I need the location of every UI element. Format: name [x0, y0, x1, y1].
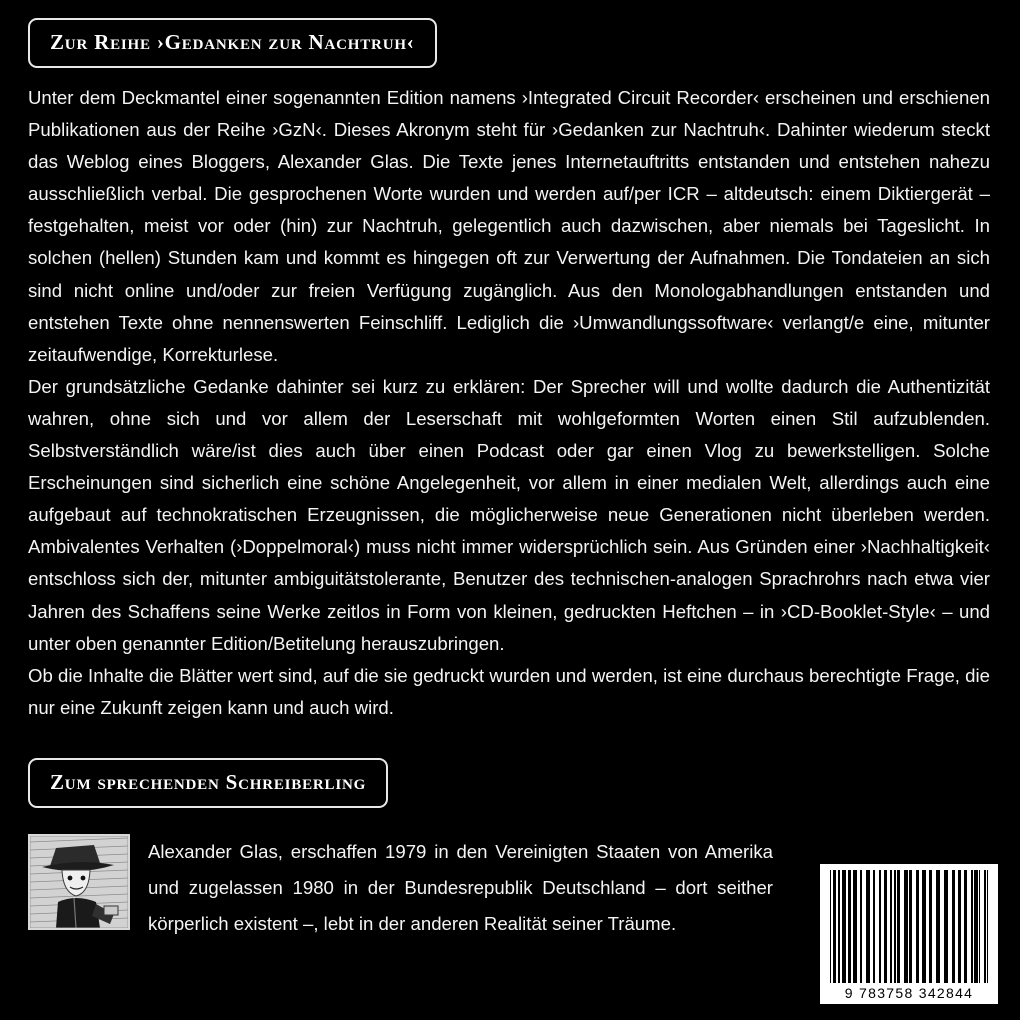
- author-portrait-icon: [28, 834, 130, 930]
- series-paragraph-1: Unter dem Deckmantel einer sogenannten Edition namens ›Integrated Circuit Recorder‹ erscheinen und erschienen Publikationen aus der Reihe ›GzN‹. Dieses Akronym steht für ›Gedanken zur Nachtruh‹. Dahinter wiederum steckt das Weblog eines Bloggers, Alexander Glas. Die Texte jenes Internetauftritts entstanden und entstehen nahezu ausschließlich verbal. Die gesprochenen Worte wurden und werden auf/per ICR – altdeutsch: einem Diktiergerät – festgehalten, meist vor oder (hin) zur Nachtruh, gelegentlich auch dazwischen, aber niemals bei Tageslicht. In solchen (hellen) Stunden kam und kommt es hingegen oft zur Verwertung der Aufnahmen. Die Tondateien an sich sind nicht online und/oder zur freien Verfügung zugänglich. Aus den Monologabhandlungen entstanden und entstehen Texte ohne nennenswerten Feinschliff. Lediglich die ›Umwandlungssoftware‹ verlangt/e eine, mitunter zeitaufwendige, Korrekturlese.: [28, 87, 990, 365]
- author-bio: [148, 834, 773, 942]
- author-bio-text: Alexander Glas, erschaffen 1979 in den Vereinigten Staaten von Amerika und zugelassen 1980 in der Bundesrepublik Deutschland – dort seither körperlich existent –, lebt in der anderen Realität seiner Träume.: [148, 840, 773, 934]
- author-heading-text: Zum sprechenden Schreiberling: [50, 769, 367, 794]
- author-heading-wrap: [28, 758, 990, 822]
- series-paragraph-3: Ob die Inhalte die Blätter wert sind, auf die sie gedruckt wurden und werden, ist eine durchaus berechtigte Frage, die nur eine Zukunft zeigen kann und auch wird.: [28, 664, 990, 718]
- barcode-number: 9 783758 342844: [844, 985, 974, 1001]
- author-heading-box: [28, 758, 388, 808]
- series-heading-box: [28, 18, 437, 68]
- series-heading-text: Zur Reihe ›Gedanken zur Nachtruh‹: [50, 30, 415, 54]
- series-body-text: [28, 82, 990, 724]
- barcode: [820, 864, 998, 1004]
- barcode-bars: [828, 870, 990, 983]
- series-paragraph-2: Der grundsätzliche Gedanke dahinter sei kurz zu erklären: Der Sprecher will und wollte dadurch die Authentizität wahren, ohne sich und vor allem der Leserschaft mit wohlgeformten Worten einen Stil aufzublenden. Selbstverständlich wäre/ist dies auch über einen Podcast oder gar einen Vlog zu bewerkstelligen. Solche Erscheinungen sind sicherlich eine schöne Angelegenheit, vor allem in einer medialen Welt, allerdings auch eine aufgebaut auf technokratischen Erzeugnissen, die möglicherweise neue Generationen nicht überleben werden. Ambivalentes Verhalten (›Doppelmoral‹) muss nicht immer widersprüchlich sein. Aus Gründen einer ›Nachhaltigkeit‹ entschloss sich der, mitunter ambiguitätstolerante, Benutzer des technischen-analogen Sprachrohrs nach etwa vier Jahren des Schaffens seine Werke zeitlos in Form von kleinen, gedruckten Heftchen – in ›CD-Booklet-Style‹ – und unter oben genannter Edition/Betitelung herauszubringen.: [28, 375, 990, 654]
